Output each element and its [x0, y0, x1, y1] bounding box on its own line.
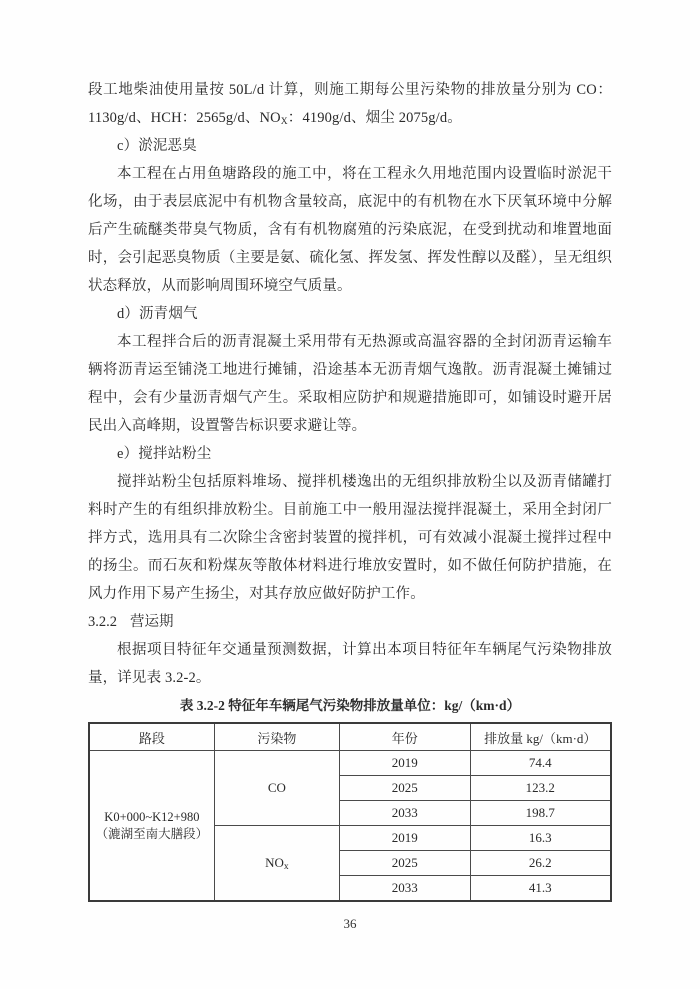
cell-value: 123.2: [470, 776, 611, 801]
cell-pollutant-nox: [214, 826, 339, 902]
header-road-segment: 路段: [89, 723, 214, 751]
header-pollutant: 污染物: [214, 723, 339, 751]
header-year: 年份: [340, 723, 471, 751]
paragraph-operation-period-intro: 根据项目特征年交通量预测数据，计算出本项目特征年车辆尾气污染物排放量，详见表 3.2-2。: [88, 642, 612, 686]
section-heading-3-2-2: [88, 608, 612, 636]
cell-road-segment: K0+000~K12+980（漉湖至南大膳段）: [89, 751, 214, 902]
cell-year: 2033: [340, 801, 471, 826]
cell-value: 41.3: [470, 876, 611, 902]
table-row: [89, 751, 611, 776]
heading-e-mixing-station-dust: e）搅拌站粉尘: [117, 446, 212, 462]
pollutant-nox-subscript: x: [283, 862, 289, 872]
section-title: 营运期: [130, 614, 174, 630]
table-header-row: [89, 723, 611, 751]
table-caption: 表 3.2-2 特征年车辆尾气污染物排放量单位：kg/（km·d）: [179, 698, 521, 713]
cell-value: 74.4: [470, 751, 611, 776]
cell-year: 2033: [340, 876, 471, 902]
cell-year: 2025: [340, 776, 471, 801]
cell-year: 2019: [340, 826, 471, 851]
page-content: [88, 0, 612, 902]
heading-d-asphalt-fume: d）沥青烟气: [117, 306, 198, 322]
paragraph-asphalt-fume: 本工程拌合后的沥青混凝土采用带有无热源或高温容器的全封闭沥青运输车辆将沥青运至铺浇工地进行摊铺，沿途基本无沥青烟气逸散。沥青混凝土摊铺过程中，会有少量沥青烟气产生。采取相应防护和规避措施即可，如铺设时避开居民出入高峰期，设置警告标识要求避让等。: [88, 334, 612, 434]
paragraph-diesel-text-1: 段工地柴油使用量按 50L/d 计算，则施工期每公里污染物的排放量分别为 CO：1130g/d、HCH：2565g/d、NO: [88, 82, 612, 126]
page-number: 36: [343, 916, 357, 931]
paragraph-diesel-emissions: [88, 76, 612, 132]
cell-year: 2025: [340, 851, 471, 876]
paragraph-mixing-station-dust: 搅拌站粉尘包括原料堆场、搅拌机楼逸出的无组织排放粉尘以及沥青储罐打料时产生的有组织排放粉尘。目前施工中一般用湿法搅拌混凝土，采用全封闭厂拌方式，选用具有二次除尘含密封装置的搅拌机，可有效减小混凝土搅拌过程中的扬尘。而石灰和粉煤灰等散体材料进行堆放安置时，如不做任何防护措施，在风力作用下易产生扬尘，对其存放应做好防护工作。: [88, 474, 612, 602]
pollutant-co-label: CO: [267, 780, 286, 795]
cell-value: 26.2: [470, 851, 611, 876]
cell-year: 2019: [340, 751, 471, 776]
nox-subscript: X: [280, 117, 288, 127]
pollutant-nox-label: NO: [265, 855, 284, 870]
emissions-table: [88, 722, 612, 902]
paragraph-sludge-odor: 本工程在占用鱼塘路段的施工中，将在工程永久用地范围内设置临时淤泥干化场，由于表层底泥中有机物含量较高，底泥中的有机物在水下厌氧环境中分解后产生硫醚类带臭气物质，含有有机物腐殖的污染底泥，在受到扰动和堆置地面时，会引起恶臭物质（主要是氨、硫化氢、挥发氢、挥发性醇以及醛），呈无组织状态释放，从而影响周围环境空气质量。: [88, 166, 612, 294]
cell-value: 16.3: [470, 826, 611, 851]
cell-pollutant-co: [214, 751, 339, 826]
heading-c-sludge-odor: c）淤泥恶臭: [117, 138, 197, 154]
cell-value: 198.7: [470, 801, 611, 826]
header-emission: 排放量 kg/（km·d）: [470, 723, 611, 751]
section-number: 3.2.2: [88, 614, 117, 630]
paragraph-diesel-text-2: ：4190g/d、烟尘 2075g/d。: [287, 110, 462, 126]
